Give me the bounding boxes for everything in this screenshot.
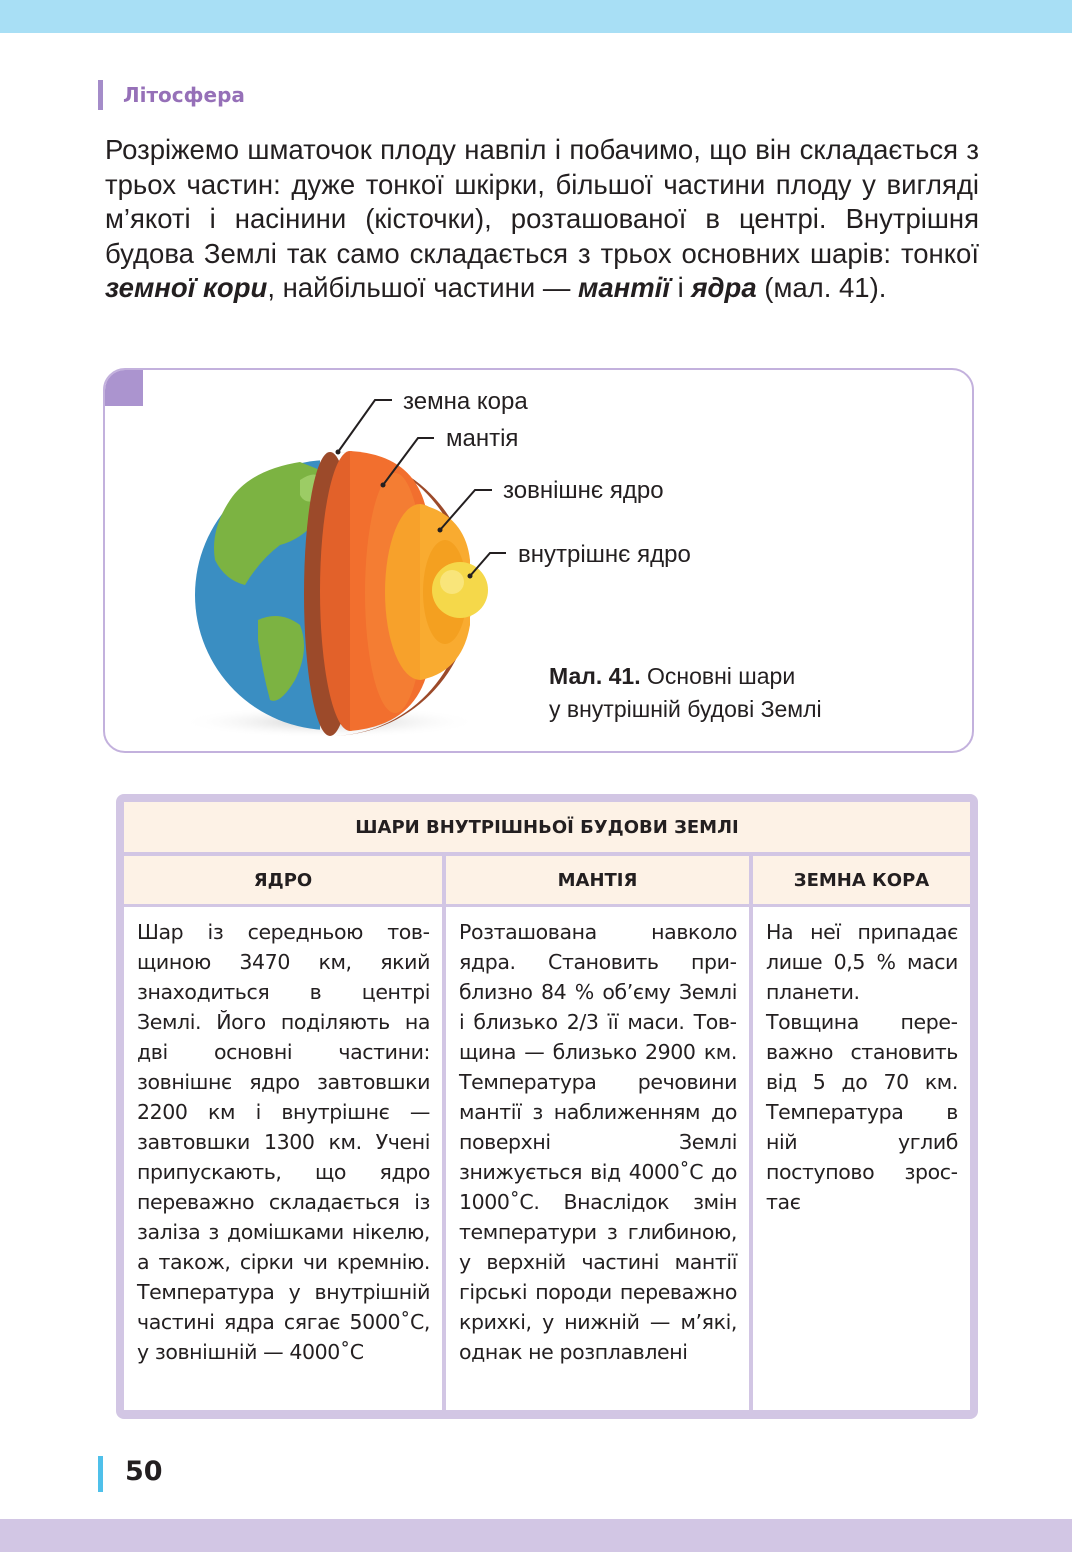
term-crust: земної кори	[105, 272, 268, 304]
intro-text-1: Розріжемо шматочок плоду навпіл і побачимо, що він складається з трьох частин: дуже тонкої шкірки, більшої частини плоду у вигляді м’якоті і насінини (кісточки), розташованої в центрі. Внутрішня будова Землі так само складається з трьох основних шарів: тонкої	[105, 134, 979, 269]
caption-number: Мал. 41.	[549, 663, 641, 689]
intro-text-3: і	[669, 272, 692, 304]
column-header-mantle: МАНТІЯ	[446, 856, 749, 904]
column-header-crust: ЗЕМНА КОРА	[753, 856, 970, 904]
section-title: Літосфера	[123, 83, 245, 107]
caption-line2: у внутрішній будові Землі	[549, 696, 822, 722]
column-body-core	[124, 907, 442, 1410]
term-core: ядра	[691, 272, 757, 304]
caption-line1: Основні шари	[647, 663, 796, 689]
cell-text-core: Шар із середньою товщиною 3470 км, який знаходиться в центрі Землі. Його поділяють на дві основні частини: зовнішнє ядро завтовшки 2200 км і внутрішнє — завтовшки 1300 км. Учені припускають, що ядро переважно складається із заліза з домішками нікелю, а також, сірки чи кремнію. Температура у внутрішній частині ядра сягає 5000˚С, у зовнішній — 4000˚С	[137, 920, 430, 1364]
term-mantle: мантії	[577, 272, 670, 304]
label-inner-core: внутрішнє ядро	[518, 541, 691, 568]
cell-text-crust: На неї припадає лише 0,5 % маси планети. Товщина переважно становить від 5 до 70 км. Температура в ній углиб поступово зростає	[766, 920, 958, 1214]
label-mantle: мантія	[446, 425, 519, 452]
leader-crust	[338, 400, 392, 452]
label-crust: земна кора	[403, 388, 528, 415]
intro-text-2: , найбільшої частини —	[267, 272, 578, 304]
page-number-marker	[98, 1456, 103, 1492]
intro-text-4: (мал. 41).	[756, 272, 887, 304]
inner-core-highlight	[440, 570, 464, 594]
column-body-mantle	[446, 907, 749, 1410]
column-body-crust	[753, 907, 970, 1410]
figure-caption	[549, 660, 949, 726]
page-number: 50	[125, 1456, 163, 1487]
label-outer-core: зовнішнє ядро	[503, 477, 664, 504]
table-title: ШАРИ ВНУТРІШНЬОЇ БУДОВИ ЗЕМЛІ	[124, 802, 970, 852]
cell-text-mantle: Розташована навколо ядра. Становить приблизно 84 % об’єму Землі і близько 2/3 її маси. Товщина — близько 2900 км. Температура речовини мантії з наближенням до поверхні Землі знижується від 4000˚С до 1000˚С. Внаслідок змін температури з глибиною, у верхній частині мантії гірські породи переважно крихкі, у нижній — м’які, однак не розплавлені	[459, 920, 737, 1364]
bottom-color-band	[0, 1519, 1072, 1552]
column-header-core: ЯДРО	[124, 856, 442, 904]
